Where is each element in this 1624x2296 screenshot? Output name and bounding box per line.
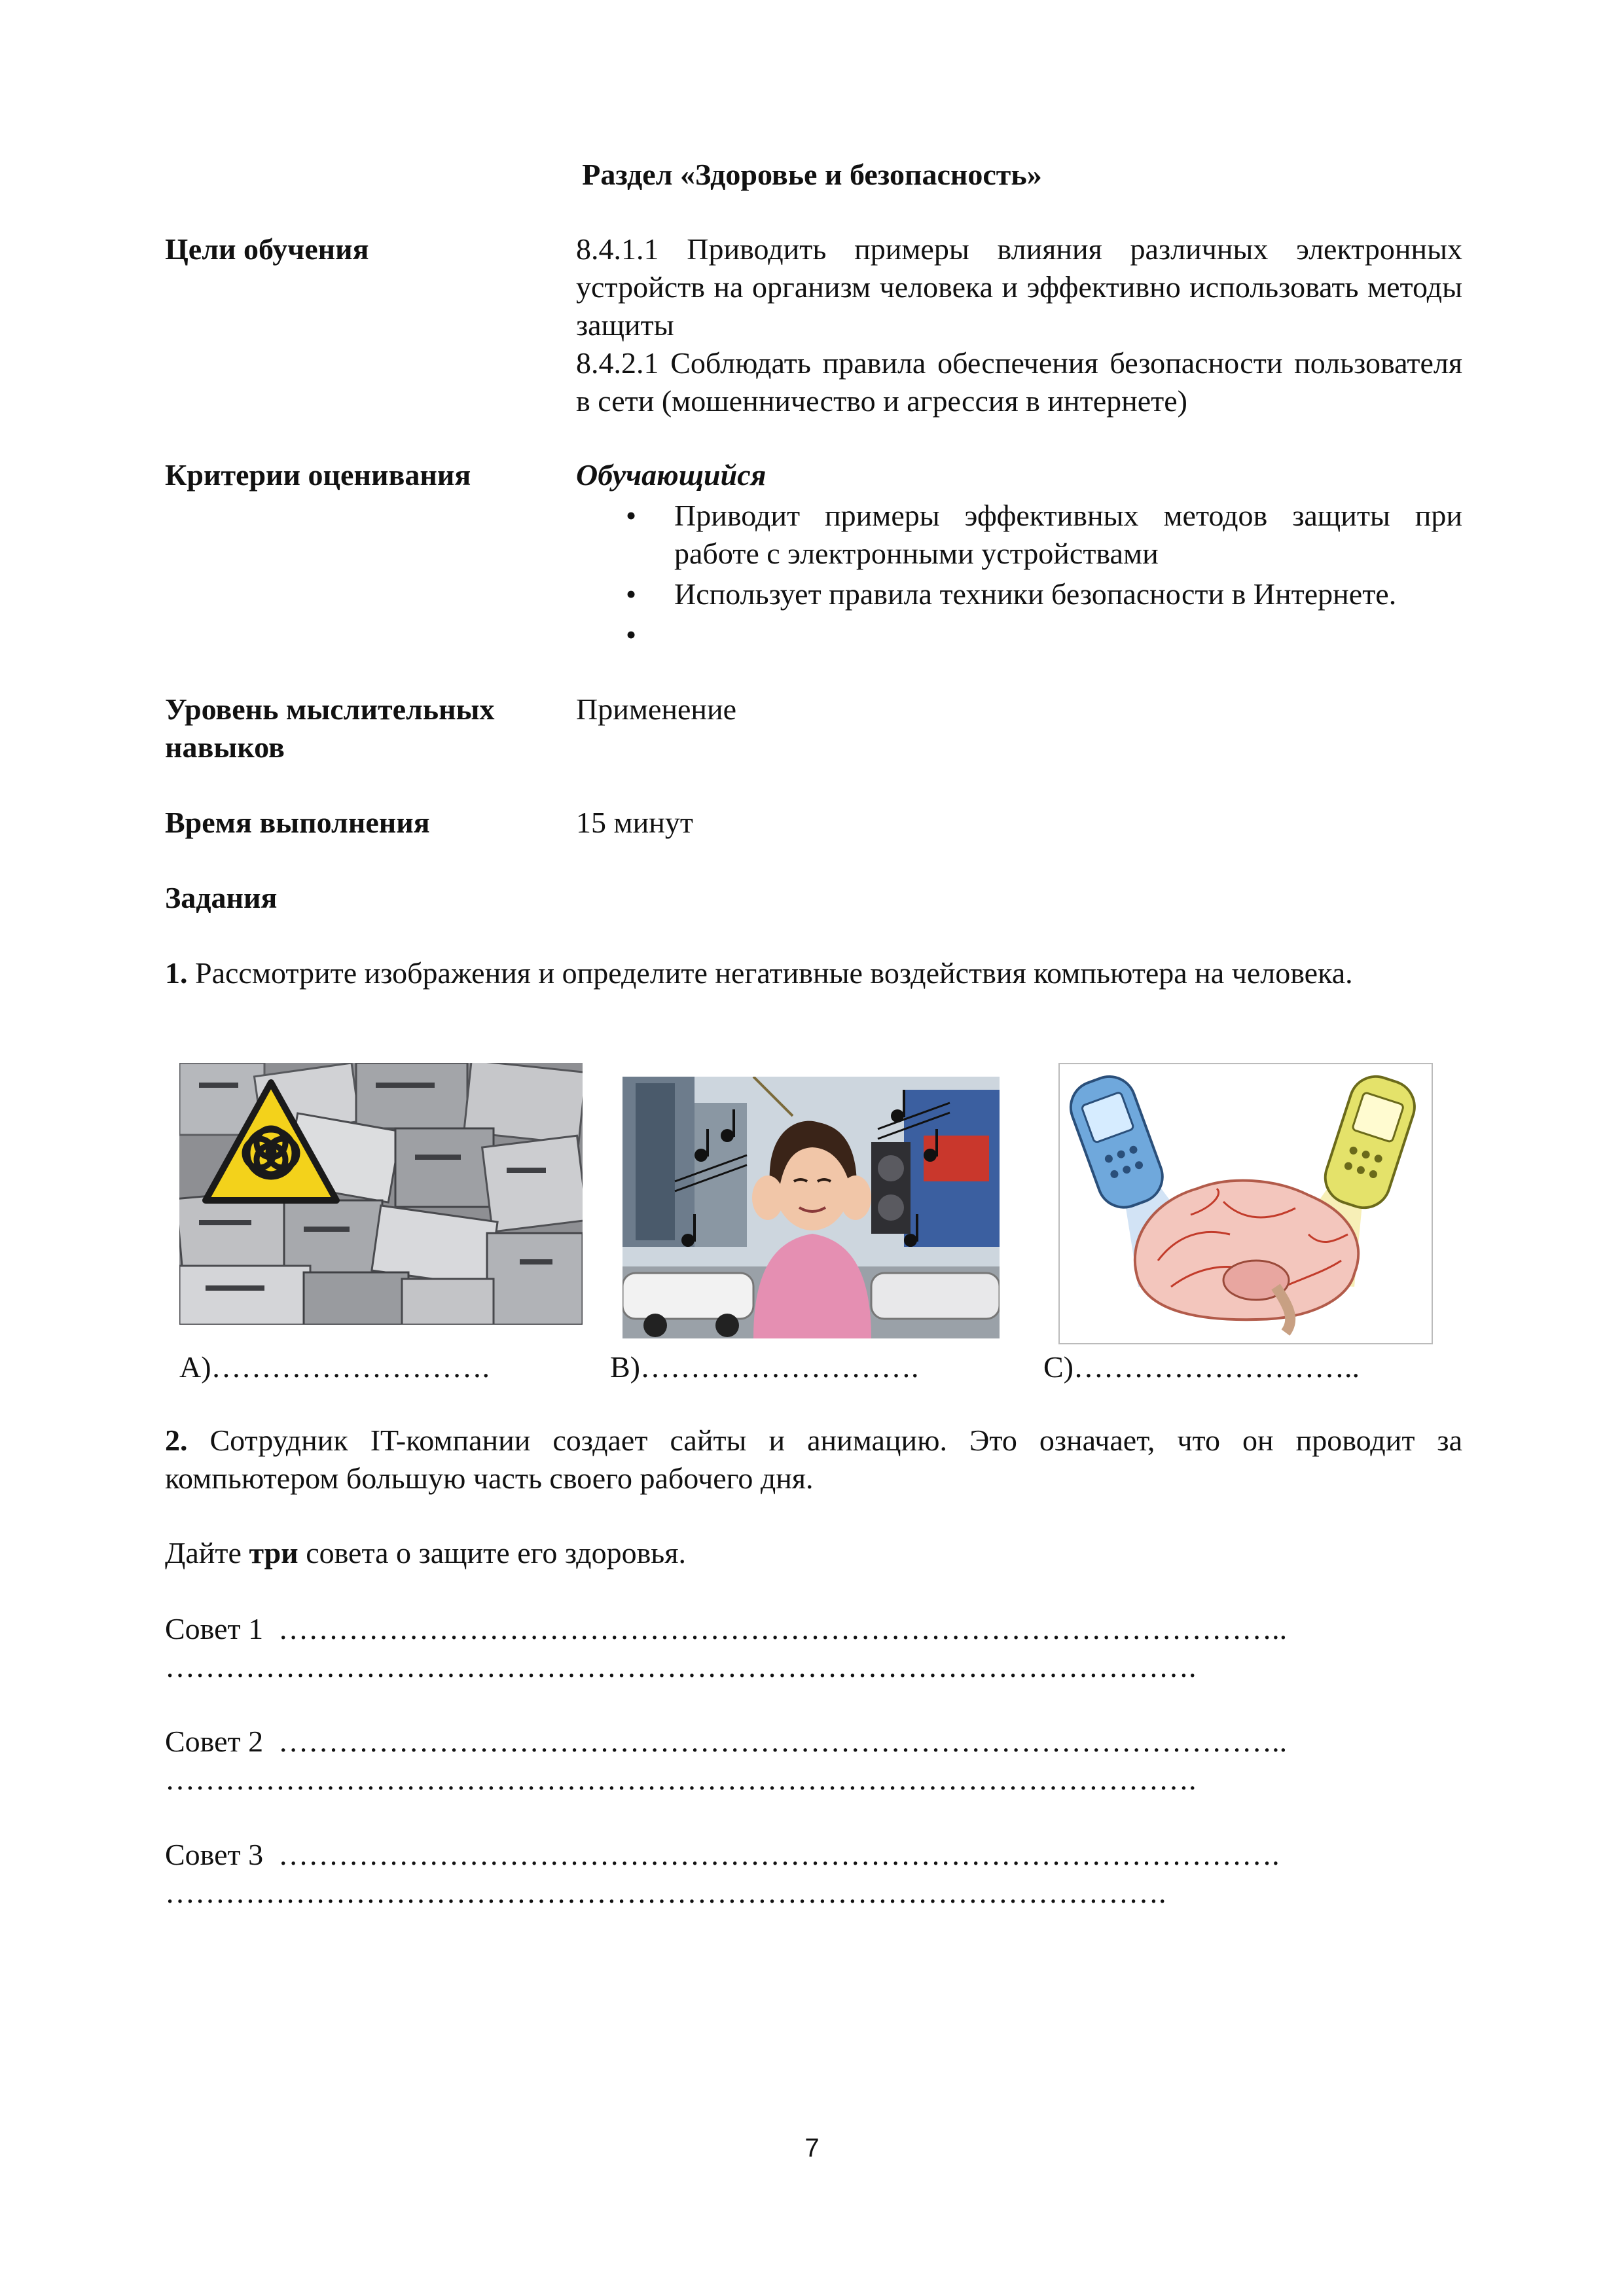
criteria-label: Критерии оценивания: [165, 458, 471, 492]
task-1-text: [165, 954, 1462, 992]
tip-answer-line[interactable]: ………………………………………………………………………………………..: [278, 1612, 1288, 1645]
criteria-item: [576, 616, 1462, 654]
level-label-line-1: Уровень мыслительных: [165, 692, 495, 726]
task-1-number: 1.: [165, 956, 188, 990]
image-ewaste: [179, 1063, 583, 1325]
goals-label: Цели обучения: [165, 232, 369, 266]
level-value: Применение: [576, 692, 737, 726]
tip-label: Совет 1: [165, 1612, 264, 1645]
criteria-item: • Приводит примеры эффективных методов защиты при работе с электронными устройствами: [576, 497, 1462, 573]
brain-illustration: [1060, 1064, 1432, 1343]
image-noise: [623, 1077, 1000, 1338]
tip-1: [165, 1610, 1462, 1686]
advice-bold: три: [249, 1536, 298, 1570]
task-2-body: Сотрудник IT-компании создает сайты и анимацию. Это означает, что он проводит за компьютером большую часть своего рабочего дня.: [165, 1424, 1462, 1495]
caption-a: A)……………………….: [179, 1350, 490, 1384]
ewaste-illustration: [179, 1063, 583, 1325]
section-title: Раздел «Здоровье и безопасность»: [582, 158, 1042, 191]
goal-2: 8.4.2.1 Соблюдать правила обеспечения безопасности пользователя в сети (мошенничество и агрессия в интернете): [576, 346, 1462, 418]
caption-c: C)………………………..: [1043, 1350, 1360, 1384]
time-value: 15 минут: [576, 806, 693, 839]
task-2-number: 2.: [165, 1424, 188, 1457]
task-2-text: [165, 1422, 1462, 1498]
page-number: 7: [804, 2134, 820, 2162]
tip-label: Совет 3: [165, 1838, 264, 1871]
tip-3: [165, 1836, 1462, 1912]
criteria-list: [576, 497, 1462, 654]
level-label-line-2: навыков: [165, 730, 285, 764]
goals-text: [576, 230, 1462, 420]
image-brain: [1058, 1063, 1433, 1344]
tasks-heading: Задания: [165, 881, 278, 914]
criteria-item: • Использует правила техники безопасности в Интернете.: [576, 575, 1462, 613]
level-label: [165, 691, 495, 766]
time-label: Время выполнения: [165, 806, 430, 839]
criteria-head: Обучающийся: [576, 458, 767, 492]
caption-b: B)……………………….: [610, 1350, 919, 1384]
advice-instruction: [165, 1534, 1462, 1572]
tip-2: [165, 1723, 1462, 1799]
goal-1: 8.4.1.1 Приводить примеры влияния различных электронных устройств на организм человека и эффективно использовать методы защиты: [576, 232, 1462, 342]
tip-label: Совет 2: [165, 1725, 264, 1758]
noise-illustration: [623, 1077, 1000, 1338]
advice-prefix: Дайте: [165, 1536, 249, 1570]
tip-answer-line[interactable]: ………………………………………………………………………………………..: [278, 1725, 1288, 1758]
tip-answer-line[interactable]: ……………………………………………………………………………………….: [165, 1876, 1166, 1909]
tip-answer-line[interactable]: ………………………………………………………………………………………….: [165, 1763, 1197, 1796]
advice-suffix: совета о защите его здоровья.: [298, 1536, 686, 1570]
tip-answer-line[interactable]: ………………………………………………………………………………………….: [165, 1650, 1197, 1683]
tip-answer-line[interactable]: ……………………………………………………………………………………….: [278, 1838, 1280, 1871]
criteria-block: [576, 456, 1462, 654]
task-1-body: Рассмотрите изображения и определите негативные воздействия компьютера на человека.: [187, 956, 1353, 990]
